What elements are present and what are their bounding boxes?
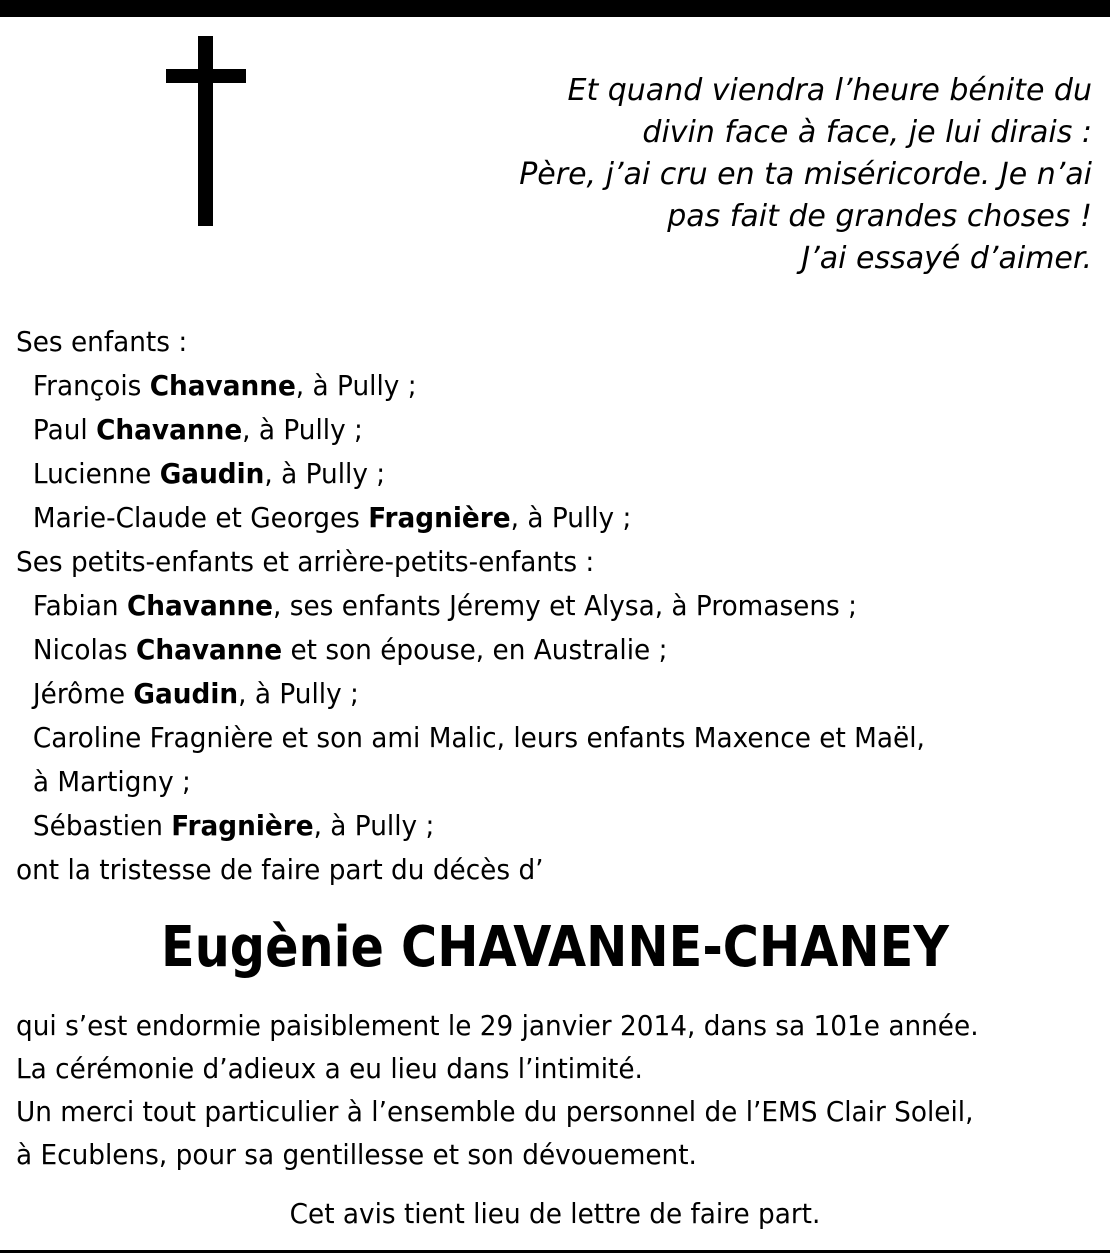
surname: Fragnière [368, 501, 511, 534]
family-member [16, 496, 1031, 540]
surname: Chavanne [149, 369, 296, 402]
family-member-continuation: à Martigny ; [32, 765, 191, 798]
surname: Chavanne [136, 633, 283, 666]
first-name: Lucienne [32, 457, 160, 490]
first-name: Nicolas [32, 633, 137, 666]
first-name: Marie-Claude et Georges [32, 501, 369, 534]
religious-quote [392, 70, 1092, 280]
first-name: Jérôme [32, 677, 134, 710]
member-detail: , ses enfants Jéremy et Alysa, à Promasens ; [273, 589, 857, 622]
closing-line: qui s’est endormie paisiblement le 29 janvier 2014, dans sa 101e année. [16, 1009, 979, 1042]
member-detail: , à Pully ; [295, 369, 417, 402]
closing-line: à Ecublens, pour sa gentillesse et son dévouement. [16, 1138, 697, 1171]
children-heading: Ses enfants : [16, 325, 188, 358]
family-member [16, 452, 1031, 496]
quote-line: J’ai essayé d’aimer. [801, 241, 1092, 276]
closing-line: Un merci tout particulier à l’ensemble du personnel de l’EMS Clair Soleil, [16, 1095, 974, 1128]
family-member [16, 408, 1031, 452]
family-member [16, 628, 1031, 672]
member-detail: et son épouse, en Australie ; [282, 633, 668, 666]
family-member [16, 584, 1031, 628]
surname: Gaudin [159, 457, 265, 490]
first-name: Sébastien [32, 809, 172, 842]
family-list [16, 320, 1031, 892]
first-name: François [32, 369, 150, 402]
notice-text: Cet avis tient lieu de lettre de faire part. [289, 1197, 821, 1230]
family-member [16, 672, 1031, 716]
member-detail: , à Pully ; [264, 457, 386, 490]
announcement-text: ont la tristesse de faire part du décès d’ [16, 853, 544, 886]
grandchildren-heading: Ses petits-enfants et arrière-petits-enfants : [16, 545, 595, 578]
family-member [16, 364, 1031, 408]
quote-line: Et quand viendra l’heure bénite du [567, 73, 1092, 108]
family-member [16, 804, 1031, 848]
member-detail: , à Pully ; [313, 809, 435, 842]
closing-text [16, 1004, 1097, 1176]
first-name: Paul [32, 413, 97, 446]
member-detail: , à Pully ; [238, 677, 359, 710]
top-border [0, 0, 1110, 17]
surname: Chavanne [126, 589, 274, 622]
member-detail: , à Pully ; [242, 413, 363, 446]
quote-line: pas fait de grandes choses ! [667, 199, 1092, 234]
bottom-border [0, 1250, 1110, 1253]
quote-line: Père, j’ai cru en ta miséricorde. Je n’ai [519, 157, 1092, 192]
family-member: Caroline Fragnière et son ami Malic, leurs enfants Maxence et Maël, [32, 721, 925, 754]
cross-icon [166, 36, 246, 226]
surname: Fragnière [171, 809, 314, 842]
closing-line: La cérémonie d’adieux a eu lieu dans l’intimité. [16, 1052, 643, 1085]
member-detail: , à Pully ; [510, 501, 632, 534]
quote-line: divin face à face, je lui dirais : [642, 115, 1092, 150]
deceased-name: Eugènie CHAVANNE-CHANEY [161, 915, 949, 980]
surname: Gaudin [133, 677, 239, 710]
first-name: Fabian [32, 589, 127, 622]
surname: Chavanne [96, 413, 243, 446]
